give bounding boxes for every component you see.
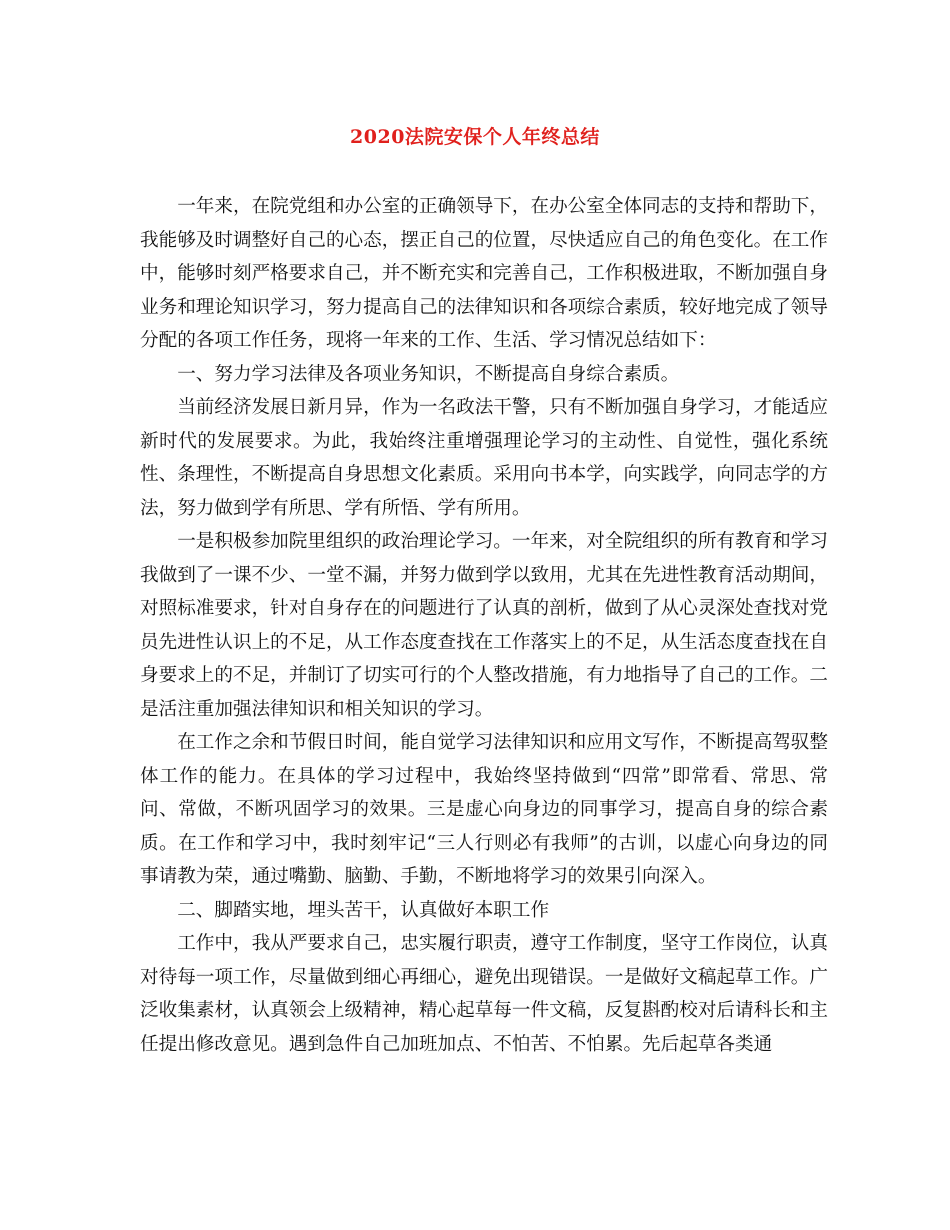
document-body: [140, 190, 828, 1061]
paragraph-intro: 一年来，在院党组和办公室的正确领导下，在办公室全体同志的支持和帮助下，我能够及时调整好自己的心态，摆正自己的位置，尽快适应自己的角色变化。在工作中，能够时刻严格要求自己，并不断充实和完善自己，工作积极进取，不断加强自身业务和理论知识学习，努力提高自己的法律知识和各项综合素质，较好地完成了领导分配的各项工作任务，现将一年来的工作、生活、学习情况总结如下：: [140, 196, 828, 351]
section-heading-2: 二、脚踏实地，埋头苦干，认真做好本职工作: [177, 899, 550, 921]
paragraph-economy: 当前经济发展日新月异，作为一名政法干警，只有不断加强自身学习，才能适应新时代的发展要求。为此，我始终注重增强理论学习的主动性、自觉性，强化系统性、条理性，不断提高自身思想文化素质。采用向书本学，向实践学，向同志学的方法，努力做到学有所思、学有所悟、学有所用。: [140, 397, 828, 519]
document-title: 2020法院安保个人年终总结: [350, 126, 600, 148]
paragraph-duties: 工作中，我从严要求自己，忠实履行职责，遵守工作制度，坚守工作岗位，认真对待每一项工作，尽量做到细心再细心，避免出现错误。一是做好文稿起草工作。广泛收集素材，认真领会上级精神，精心起草每一件文稿，反复斟酌校对后请科长和主任提出修改意见。遇到急件自己加班加点、不怕苦、不怕累。先后起草各类通: [140, 933, 828, 1055]
section-heading-1: 一、努力学习法律及各项业务知识，不断提高自身综合素质。: [177, 363, 680, 385]
paragraph-political-study: 一是积极参加院里组织的政治理论学习。一年来，对全院组织的所有教育和学习我做到了一课不少、一堂不漏，并努力做到学以致用，尤其在先进性教育活动期间，对照标准要求，针对自身存在的问题进行了认真的剖析，做到了从心灵深处查找对党员先进性认识上的不足，从工作态度查找在工作落实上的不足，从生活态度查找在自身要求上的不足，并制订了切实可行的个人整改措施，有力地指导了自己的工作。二是活注重加强法律知识和相关知识的学习。: [140, 531, 828, 720]
paragraph-spare-time-study: 在工作之余和节假日时间，能自觉学习法律知识和应用文写作，不断提高驾驭整体工作的能力。在具体的学习过程中，我始终坚持做到“四常”即常看、常思、常问、常做，不断巩固学习的效果。三是虚心向身边的同事学习，提高自身的综合素质。在工作和学习中，我时刻牢记“三人行则必有我师”的古训，以虚心向身边的同事请教为荣，通过嘴勤、脑勤、手勤，不断地将学习的效果引向深入。: [140, 732, 828, 887]
